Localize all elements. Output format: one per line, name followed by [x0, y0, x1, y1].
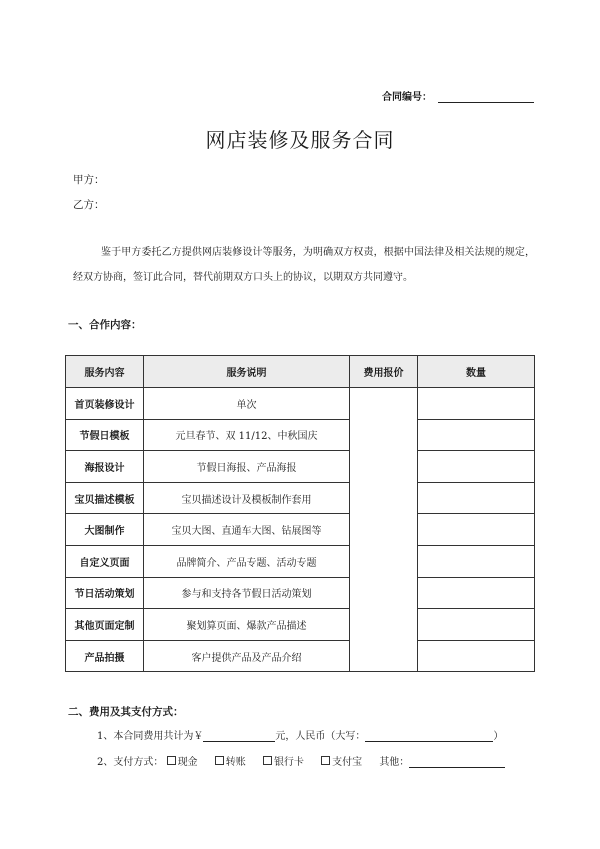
service-item-cell: 大图制作	[66, 514, 144, 546]
party-b-label: 乙方：	[73, 199, 105, 211]
quantity-cell[interactable]	[418, 640, 535, 672]
quantity-cell[interactable]	[418, 514, 535, 546]
section-2-heading: 二、费用及其支付方式：	[68, 706, 184, 718]
payment-option-bank-card[interactable]: 银行卡	[263, 753, 304, 768]
service-desc-cell: 元旦春节、双 11/12、中秋国庆	[144, 419, 350, 451]
checkbox[interactable]	[215, 756, 224, 765]
header-fee-quote: 费用报价	[350, 356, 418, 388]
payment-method-line	[97, 753, 505, 768]
quantity-cell[interactable]	[418, 482, 535, 514]
service-desc-cell: 宝贝大图、直通车大图、钻展图等	[144, 514, 350, 546]
table-row	[66, 609, 535, 641]
contract-number	[382, 88, 534, 103]
checkbox[interactable]	[167, 756, 176, 765]
service-item-cell: 产品拍摄	[66, 640, 144, 672]
table-row	[66, 419, 535, 451]
section-1-heading: 一、合作内容：	[68, 319, 142, 331]
checkbox[interactable]	[263, 756, 272, 765]
table-row	[66, 577, 535, 609]
other-method-blank[interactable]	[409, 757, 505, 768]
payment-option-alipay[interactable]: 支付宝	[321, 753, 362, 768]
service-item-cell: 节假日模板	[66, 419, 144, 451]
quantity-cell[interactable]	[418, 451, 535, 483]
table-row	[66, 514, 535, 546]
quantity-cell[interactable]	[418, 577, 535, 609]
service-item-cell: 自定义页面	[66, 545, 144, 577]
fee-total-mid: 元，人民币（大写：	[275, 731, 366, 742]
checkbox[interactable]	[321, 756, 330, 765]
table-header-row	[66, 356, 535, 388]
table-row	[66, 545, 535, 577]
fee-total-suffix: ）	[493, 731, 504, 742]
party-a-label: 甲方：	[73, 174, 105, 186]
fee-total-line	[97, 727, 503, 742]
services-table	[65, 355, 535, 672]
contract-number-blank[interactable]	[438, 92, 534, 103]
table-row	[66, 640, 535, 672]
fee-amount-blank[interactable]	[203, 731, 275, 742]
service-desc-cell: 宝贝描述设计及模板制作套用	[144, 482, 350, 514]
service-item-cell: 海报设计	[66, 451, 144, 483]
quantity-cell[interactable]	[418, 609, 535, 641]
quantity-cell[interactable]	[418, 545, 535, 577]
service-item-cell: 节日活动策划	[66, 577, 144, 609]
payment-option-cash[interactable]: 现金	[167, 753, 198, 768]
service-item-cell: 首页装修设计	[66, 388, 144, 420]
service-item-cell: 其他页面定制	[66, 609, 144, 641]
service-desc-cell: 参与和支持各节假日活动策划	[144, 577, 350, 609]
table-row	[66, 388, 535, 420]
fee-total-prefix: 1、本合同费用共计为￥	[97, 731, 204, 742]
service-desc-cell: 节假日海报、产品海报	[144, 451, 350, 483]
service-desc-cell: 客户提供产品及产品介绍	[144, 640, 350, 672]
service-desc-cell: 聚划算页面、爆款产品描述	[144, 609, 350, 641]
fee-uppercase-blank[interactable]	[365, 731, 493, 742]
header-service-item: 服务内容	[66, 356, 144, 388]
header-quantity: 数量	[418, 356, 535, 388]
payment-option-transfer[interactable]: 转账	[215, 753, 246, 768]
payment-method-label: 2、支付方式：	[97, 757, 164, 768]
contract-number-label: 合同编号：	[382, 92, 432, 103]
header-service-desc: 服务说明	[144, 356, 350, 388]
document-title: 网店装修及服务合同	[205, 128, 395, 152]
service-desc-cell: 品牌简介、产品专题、活动专题	[144, 545, 350, 577]
payment-option-other[interactable]: 其他：	[379, 757, 505, 768]
intro-paragraph: 鉴于甲方委托乙方提供网店装修设计等服务，为明确双方权责，根据中国法律及相关法规的规定，经双方协商，签订此合同，替代前期双方口头上的协议，以期双方共同遵守。	[73, 247, 535, 283]
quantity-cell[interactable]	[418, 388, 535, 420]
service-item-cell: 宝贝描述模板	[66, 482, 144, 514]
table-row	[66, 451, 535, 483]
fee-quote-cell[interactable]	[350, 388, 418, 672]
service-desc-cell: 单次	[144, 388, 350, 420]
table-row	[66, 482, 535, 514]
quantity-cell[interactable]	[418, 419, 535, 451]
